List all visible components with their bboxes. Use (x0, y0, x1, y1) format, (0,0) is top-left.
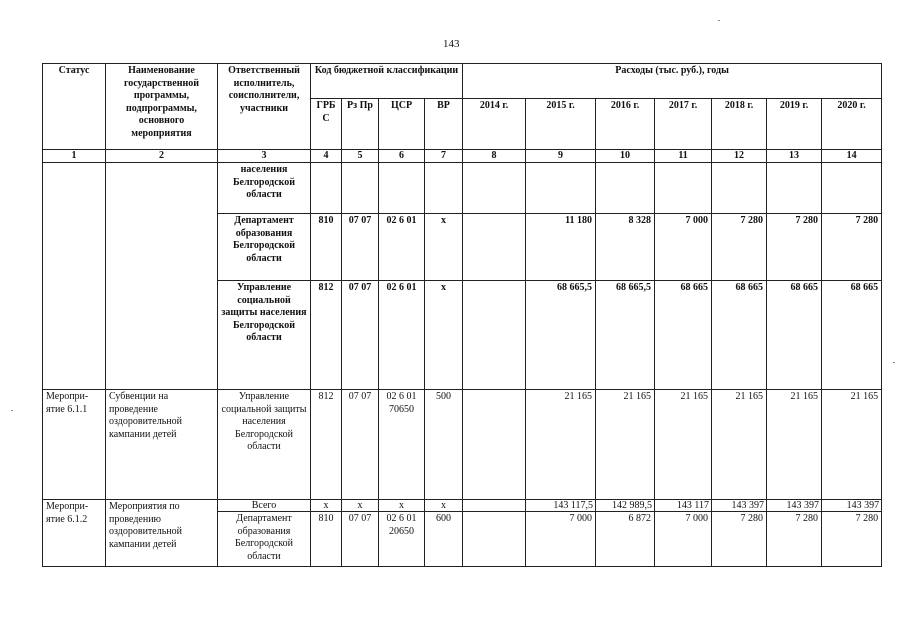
table-row (43, 390, 882, 500)
column-number: 10 (596, 150, 655, 163)
csr-cell: 02 6 01 (379, 281, 425, 390)
column-number: 5 (342, 150, 379, 163)
vr-cell: 500 (425, 390, 463, 500)
value-cell: 7 280 (822, 512, 882, 567)
vr-cell: х (425, 214, 463, 281)
table-row (43, 163, 882, 214)
header-name: Наименование государственной программы, подпрограммы, основного мероприятия (106, 64, 218, 150)
value-cell: 7 000 (655, 214, 712, 281)
responsible-cell: Всего (218, 500, 311, 512)
column-number: 11 (655, 150, 712, 163)
responsible-cell: Департамент образования Белгородской области (218, 214, 311, 281)
status-cell: Меропри-ятие 6.1.1 (43, 390, 106, 500)
value-cell: 7 280 (712, 512, 767, 567)
responsible-cell: Департамент образования Белгородской области (218, 512, 311, 567)
header-grbs: ГРБ С (311, 99, 342, 150)
header-budget-code: Код бюджетной классификации (311, 64, 463, 99)
header-year: 2014 г. (463, 99, 526, 150)
header-csr: ЦСР (379, 99, 425, 150)
value-cell (463, 390, 526, 500)
value-cell: 7 280 (767, 512, 822, 567)
value-cell: 8 328 (596, 214, 655, 281)
value-cell: 68 665 (655, 281, 712, 390)
header-rzpr: Рз Пр (342, 99, 379, 150)
value-cell: 6 872 (596, 512, 655, 567)
grbs-cell: 810 (311, 512, 342, 567)
value-cell: 143 117 (655, 500, 712, 512)
value-cell: 68 665 (712, 281, 767, 390)
rzpr-cell: 07 07 (342, 214, 379, 281)
grbs-cell: 810 (311, 214, 342, 281)
value-cell: 21 165 (526, 390, 596, 500)
status-cell: Меропри-ятие 6.1.2 (43, 500, 106, 567)
rzpr-cell: х (342, 500, 379, 512)
header-year: 2016 г. (596, 99, 655, 150)
value-cell (463, 281, 526, 390)
grbs-cell (311, 163, 342, 214)
status-cell (43, 163, 106, 390)
value-cell: 7 000 (655, 512, 712, 567)
scan-dot (11, 410, 13, 411)
value-cell (463, 163, 526, 214)
grbs-cell: 812 (311, 390, 342, 500)
value-cell: 143 117,5 (526, 500, 596, 512)
column-number: 7 (425, 150, 463, 163)
header-year: 2015 г. (526, 99, 596, 150)
column-number-row (43, 150, 882, 163)
value-cell: 68 665,5 (596, 281, 655, 390)
header-row-top (43, 64, 882, 99)
value-cell: 21 165 (596, 390, 655, 500)
value-cell: 143 397 (822, 500, 882, 512)
column-number: 13 (767, 150, 822, 163)
column-number: 3 (218, 150, 311, 163)
value-cell: 68 665,5 (526, 281, 596, 390)
value-cell (822, 163, 882, 214)
header-vr: ВР (425, 99, 463, 150)
header-expenses: Расходы (тыс. руб.), годы (463, 64, 882, 99)
rzpr-cell: 07 07 (342, 281, 379, 390)
column-number: 1 (43, 150, 106, 163)
csr-cell: 02 6 01 70650 (379, 390, 425, 500)
value-cell: 7 280 (767, 214, 822, 281)
rzpr-cell: 07 07 (342, 512, 379, 567)
header-responsible: Ответственный исполнитель, соисполнители, участники (218, 64, 311, 150)
value-cell: 21 165 (767, 390, 822, 500)
responsible-cell: населения Белгородской области (218, 163, 311, 214)
vr-cell: х (425, 500, 463, 512)
value-cell: 21 165 (712, 390, 767, 500)
value-cell (596, 163, 655, 214)
header-year: 2019 г. (767, 99, 822, 150)
value-cell: 68 665 (767, 281, 822, 390)
grbs-cell: 812 (311, 281, 342, 390)
value-cell (463, 214, 526, 281)
value-cell: 21 165 (822, 390, 882, 500)
header-status: Статус (43, 64, 106, 150)
column-number: 9 (526, 150, 596, 163)
column-number: 6 (379, 150, 425, 163)
value-cell: 143 397 (767, 500, 822, 512)
column-number: 14 (822, 150, 882, 163)
csr-cell: 02 6 01 20650 (379, 512, 425, 567)
scan-dot (718, 20, 720, 21)
column-number: 4 (311, 150, 342, 163)
vr-cell: 600 (425, 512, 463, 567)
rzpr-cell (342, 163, 379, 214)
csr-cell: х (379, 500, 425, 512)
value-cell: 142 989,5 (596, 500, 655, 512)
table-row (43, 500, 882, 512)
csr-cell: 02 6 01 (379, 214, 425, 281)
name-cell: Субвенции на проведение оздоровительной кампании детей (106, 390, 218, 500)
name-cell: Мероприятия по проведению оздоровительной кампании детей (106, 500, 218, 567)
budget-table (42, 63, 882, 567)
value-cell: 143 397 (712, 500, 767, 512)
vr-cell (425, 163, 463, 214)
value-cell: 11 180 (526, 214, 596, 281)
header-year: 2018 г. (712, 99, 767, 150)
value-cell: 21 165 (655, 390, 712, 500)
responsible-cell: Управление социальной защиты населения Белгородской области (218, 390, 311, 500)
page-number: 143 (443, 38, 460, 50)
column-number: 8 (463, 150, 526, 163)
header-year: 2020 г. (822, 99, 882, 150)
column-number: 2 (106, 150, 218, 163)
value-cell: 68 665 (822, 281, 882, 390)
value-cell (463, 500, 526, 512)
vr-cell: х (425, 281, 463, 390)
rzpr-cell: 07 07 (342, 390, 379, 500)
value-cell (526, 163, 596, 214)
value-cell: 7 000 (526, 512, 596, 567)
grbs-cell: х (311, 500, 342, 512)
column-number: 12 (712, 150, 767, 163)
header-year: 2017 г. (655, 99, 712, 150)
value-cell (767, 163, 822, 214)
value-cell (655, 163, 712, 214)
value-cell: 7 280 (712, 214, 767, 281)
value-cell: 7 280 (822, 214, 882, 281)
scan-dot (893, 362, 895, 363)
name-cell (106, 163, 218, 390)
value-cell (463, 512, 526, 567)
responsible-cell: Управление социальной защиты населения Белгородской области (218, 281, 311, 390)
value-cell (712, 163, 767, 214)
csr-cell (379, 163, 425, 214)
